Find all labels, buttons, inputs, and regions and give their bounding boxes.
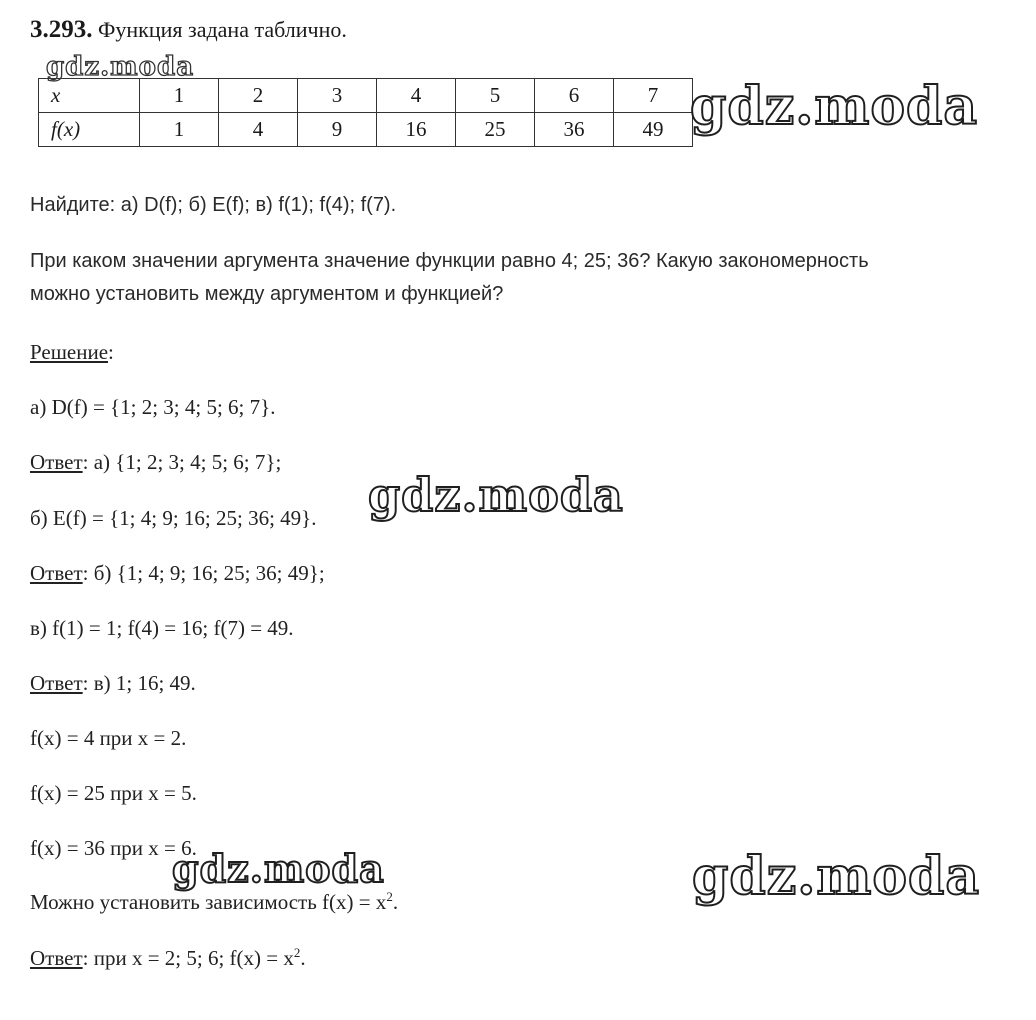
table-cell: 9	[298, 113, 377, 147]
watermark: gdz.moda	[46, 52, 195, 82]
table-cell: 16	[377, 113, 456, 147]
table-cell: 36	[535, 113, 614, 147]
answer-word: Ответ	[30, 561, 83, 585]
dependency-line	[30, 890, 398, 915]
dependency-exponent: 2	[386, 889, 393, 904]
table-cell: 6	[535, 79, 614, 113]
line-f36: f(x) = 36 при x = 6.	[30, 836, 197, 860]
table-row-fx	[39, 113, 693, 147]
table-cell: 1	[140, 79, 219, 113]
solution-heading-colon: :	[108, 340, 114, 364]
line-f25: f(x) = 25 при x = 5.	[30, 781, 197, 805]
table-cell: 49	[614, 113, 693, 147]
table-cell: 5	[456, 79, 535, 113]
table-cell: 25	[456, 113, 535, 147]
answer-b	[30, 561, 325, 586]
table-cell: 4	[219, 113, 298, 147]
task-line-2: При каком значении аргумента значение функции равно 4; 25; 36? Какую закономерность	[30, 250, 869, 272]
answer-c	[30, 671, 196, 696]
table-header-x: x	[39, 79, 140, 113]
line-f4: f(x) = 4 при x = 2.	[30, 726, 187, 750]
problem-title: Функция задана таблично.	[98, 17, 347, 42]
solution-heading	[30, 340, 114, 365]
table-row-x	[39, 79, 693, 113]
dependency-end: .	[392, 890, 399, 914]
problem-number: 3.293.	[30, 16, 93, 43]
watermark: gdz.moda	[368, 468, 624, 522]
final-answer-exponent: 2	[293, 945, 301, 960]
answer-a	[30, 450, 281, 475]
answer-a-text: : а) {1; 2; 3; 4; 5; 6; 7};	[82, 450, 282, 474]
solution-heading-word: Решение	[30, 340, 109, 364]
answer-word: Ответ	[30, 946, 83, 970]
dependency-text: Можно установить зависимость f(x) = x	[30, 890, 387, 914]
answer-b-text: : б) {1; 4; 9; 16; 25; 36; 49};	[82, 561, 325, 585]
table-cell: 2	[219, 79, 298, 113]
solution-a: а) D(f) = {1; 2; 3; 4; 5; 6; 7}.	[30, 395, 276, 419]
table-cell: 3	[298, 79, 377, 113]
answer-word: Ответ	[30, 671, 83, 695]
task-line-3: можно установить между аргументом и функцией?	[30, 283, 504, 305]
problem-header	[30, 16, 347, 44]
final-answer-text: : при x = 2; 5; 6; f(x) = x	[82, 946, 294, 970]
function-table	[38, 78, 693, 147]
final-answer	[30, 946, 306, 971]
final-answer-end: .	[300, 946, 306, 970]
watermark: gdz.moda	[692, 846, 981, 907]
table-cell: 1	[140, 113, 219, 147]
solution-b: б) E(f) = {1; 4; 9; 16; 25; 36; 49}.	[30, 506, 317, 530]
table-cell: 7	[614, 79, 693, 113]
solution-c: в) f(1) = 1; f(4) = 16; f(7) = 49.	[30, 616, 294, 640]
table-cell: 4	[377, 79, 456, 113]
answer-word: Ответ	[30, 450, 83, 474]
task-line-1: Найдите: а) D(f); б) E(f); в) f(1); f(4); f(7).	[30, 194, 397, 216]
watermark: gdz.moda	[172, 846, 385, 891]
table-header-fx: f(x)	[39, 113, 140, 147]
watermark: gdz.moda	[690, 76, 979, 137]
answer-c-text: : в) 1; 16; 49.	[82, 671, 196, 695]
